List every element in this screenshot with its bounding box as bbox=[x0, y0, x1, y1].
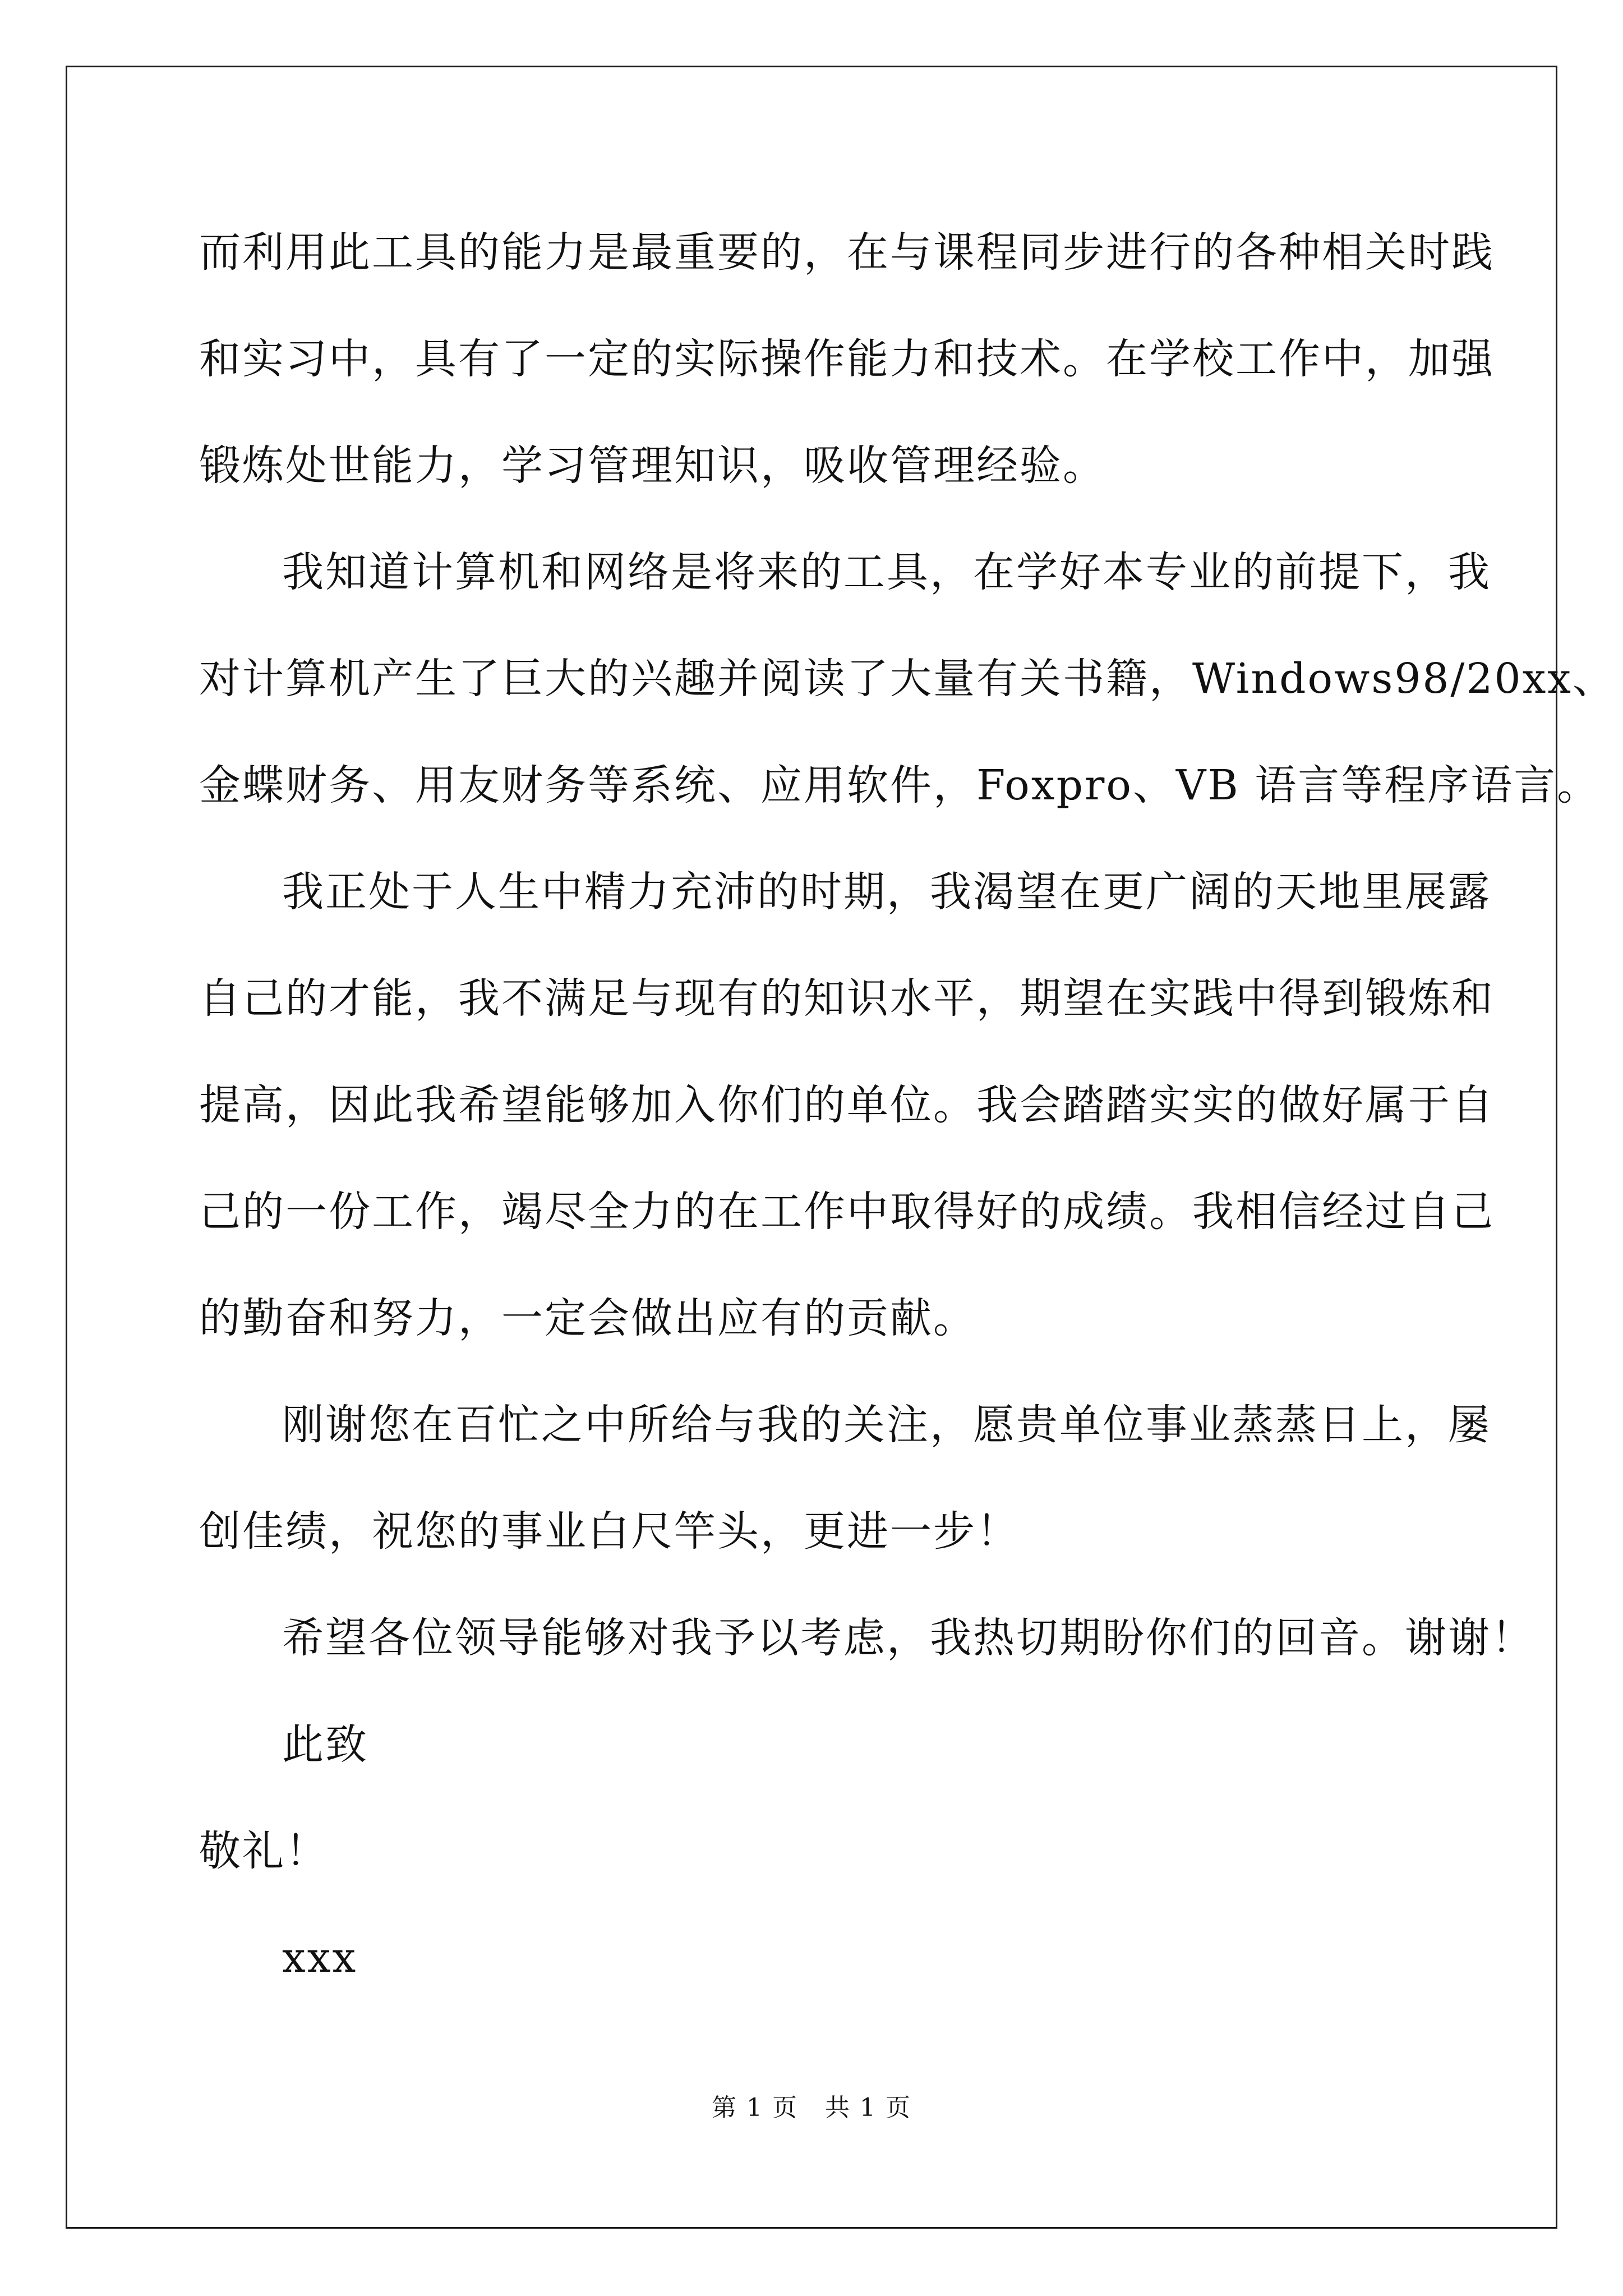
text-line: 金蝶财务、用友财务等系统、应用软件，Foxpro、VB 语言等程序语言。 bbox=[199, 761, 1601, 809]
text-line: 希望各位领导能够对我予以考虑，我热切期盼你们的回音。谢谢！ bbox=[282, 1614, 1534, 1662]
page-number: 第 1 页 bbox=[712, 2093, 798, 2122]
text-line: 我知道计算机和网络是将来的工具，在学好本专业的前提下，我 bbox=[282, 548, 1491, 596]
page-total: 共 1 页 bbox=[825, 2093, 911, 2122]
text-line: 的勤奋和努力，一定会做出应有的贡献。 bbox=[199, 1294, 976, 1342]
text-line: 而利用此工具的能力是最重要的，在与课程同步进行的各种相关时践 bbox=[199, 228, 1495, 277]
text-line: 刚谢您在百忙之中所给与我的关注，愿贵单位事业蒸蒸日上，屡 bbox=[282, 1401, 1491, 1449]
text-line: 提高，因此我希望能够加入你们的单位。我会踏踏实实的做好属于自 bbox=[199, 1081, 1495, 1129]
text-line: 我正处于人生中精力充沛的时期，我渴望在更广阔的天地里展露 bbox=[282, 868, 1491, 916]
text-line: 和实习中，具有了一定的实际操作能力和技术。在学校工作中，加强 bbox=[199, 335, 1495, 383]
document-body bbox=[199, 219, 1616, 2031]
page-footer bbox=[0, 2091, 1623, 2125]
text-line: 对计算机产生了巨大的兴趣并阅读了大量有关书籍，Windows98/20xx、 bbox=[199, 655, 1616, 703]
text-line: 锻炼处世能力，学习管理知识，吸收管理经验。 bbox=[199, 441, 1106, 490]
text-line: 创佳绩，祝您的事业白尺竿头，更进一步！ bbox=[199, 1507, 1020, 1556]
text-line: 己的一份工作，竭尽全力的在工作中取得好的成绩。我相信经过自己 bbox=[199, 1188, 1495, 1236]
signature: xxx bbox=[282, 1934, 358, 1982]
text-line: 自己的才能，我不满足与现有的知识水平，期望在实践中得到锻炼和 bbox=[199, 974, 1495, 1023]
closing-regards: 敬礼！ bbox=[199, 1827, 329, 1875]
closing-salutation: 此致 bbox=[282, 1720, 368, 1769]
